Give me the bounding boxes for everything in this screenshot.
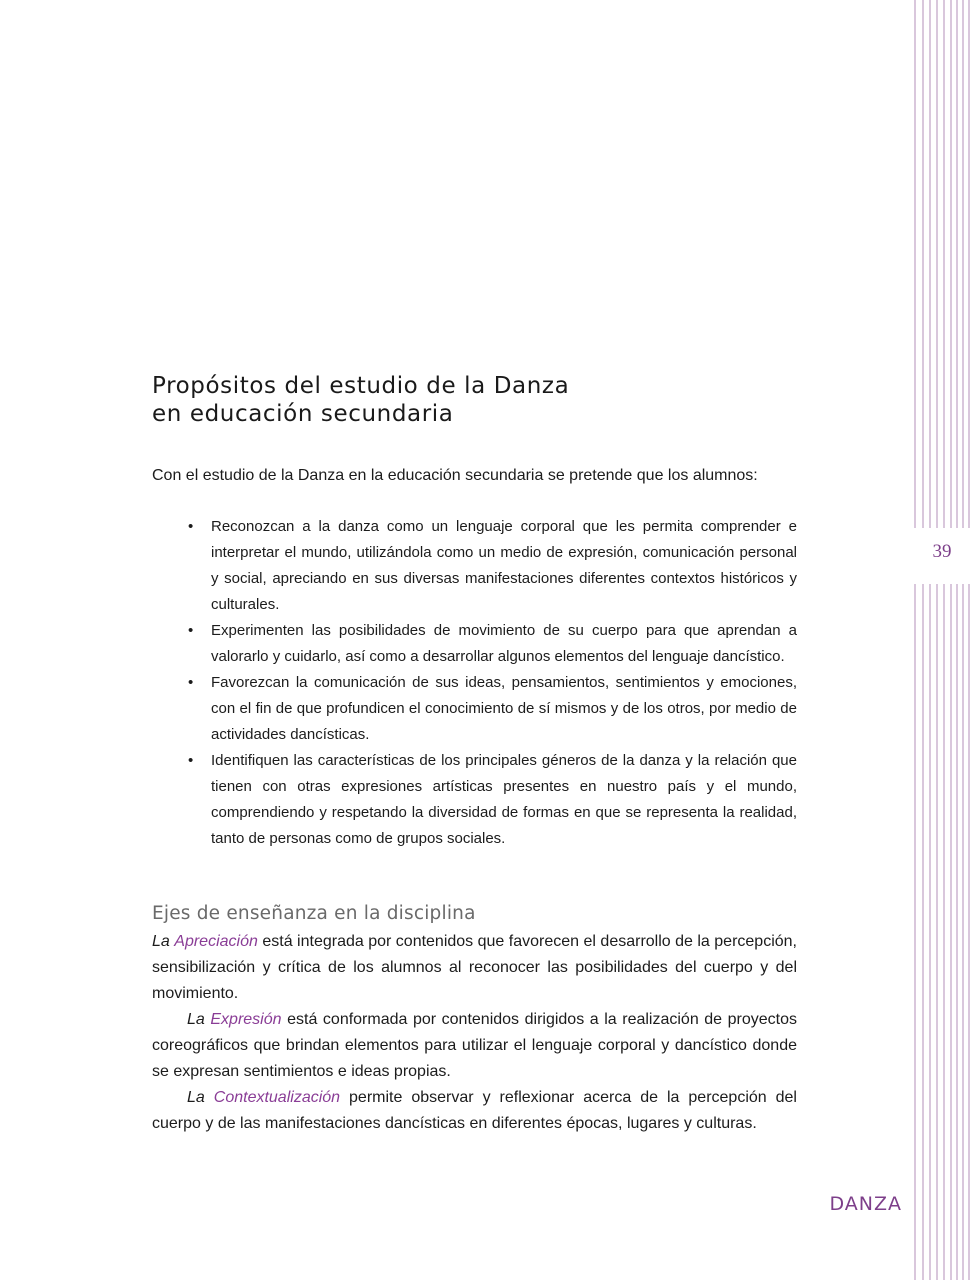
- stripe: [922, 0, 924, 1280]
- list-item-text: Reconozcan a la danza como un lenguaje corporal que les permita comprender e interpretar el mundo, utilizándola como un medio de expresión, comunicación personal y social, apreciando en sus diversas manifestaciones diferentes contextos históricos y culturales.: [211, 518, 797, 613]
- stripe: [914, 0, 916, 1280]
- stripe: [962, 0, 964, 1280]
- list-item-text: Identifiquen las características de los principales géneros de la danza y la relación que tienen con otras expresiones artísticas presentes en nuestro país y el mundo, comprendiendo y respetando la diversidad de formas en que se representa la realidad, tanto de personas como de grupos sociales.: [211, 752, 797, 847]
- ejes-body: [152, 929, 797, 1137]
- list-item: [152, 618, 797, 670]
- bullet-icon: •: [188, 622, 194, 639]
- stripe: [936, 0, 938, 1280]
- bullet-icon: •: [188, 518, 194, 535]
- section-heading-line-1: Propósitos del estudio de la Danza: [152, 373, 570, 399]
- stripe: [929, 0, 931, 1280]
- term-apreciacion: Apreciación: [174, 933, 258, 950]
- intro-paragraph: Con el estudio de la Danza en la educación secundaria se pretende que los alumnos:: [152, 467, 758, 484]
- ejes-paragraph-contextualizacion: [152, 1085, 797, 1137]
- list-item-text: Experimenten las posibilidades de movimiento de su cuerpo para que aprendan a valorarlo y cuidarlo, así como a desarrollar algunos elementos del lenguaje dancístico.: [211, 622, 797, 665]
- purposes-list: [152, 514, 797, 852]
- list-item-text: Favorezcan la comunicación de sus ideas, pensamientos, sentimientos y emociones, con el fin de que profundicen el conocimiento de sí mismos y de los otros, por medio de actividades dancísticas.: [211, 674, 797, 743]
- stripe: [968, 0, 970, 1280]
- section-heading-line-2: en educación secundaria: [152, 401, 454, 427]
- list-item: [152, 748, 797, 852]
- stripe: [950, 0, 952, 1280]
- paragraph-lead: La: [187, 1011, 205, 1028]
- list-item: [152, 514, 797, 618]
- paragraph-text: permite observar y reflexionar acerca de la percepción del cuerpo y de las manifestaciones dancísticas en diferentes épocas, lugares y culturas.: [152, 1089, 797, 1132]
- bullet-icon: •: [188, 674, 194, 691]
- paragraph-lead: La: [152, 933, 170, 950]
- paragraph-text: está conformada por contenidos dirigidos a la realización de proyectos coreográficos que brindan elementos para utilizar el lenguaje corporal y dancístico donde se expresan sentimientos e ideas propias.: [152, 1011, 798, 1080]
- ejes-paragraph-expresion: [152, 1007, 797, 1085]
- ejes-paragraph-apreciacion: [152, 929, 797, 1007]
- bullet-icon: •: [188, 752, 194, 769]
- list-item: [152, 670, 797, 748]
- term-contextualizacion: Contextualización: [213, 1089, 341, 1106]
- paragraph-lead: La: [187, 1089, 205, 1106]
- section-heading: [152, 372, 852, 428]
- stripe: [956, 0, 958, 1280]
- stripe: [943, 0, 945, 1280]
- ejes-heading: Ejes de enseñanza en la disciplina: [152, 903, 476, 924]
- decorative-stripes: [912, 0, 972, 1280]
- page-number: 39: [932, 541, 952, 562]
- section-footer-label: DANZA: [829, 1193, 902, 1215]
- paragraph-text: está integrada por contenidos que favorecen el desarrollo de la percepción, sensibilización y crítica de los alumnos al reconocer las posibilidades del cuerpo y del movimiento.: [152, 933, 798, 1002]
- term-expresion: Expresión: [210, 1011, 282, 1028]
